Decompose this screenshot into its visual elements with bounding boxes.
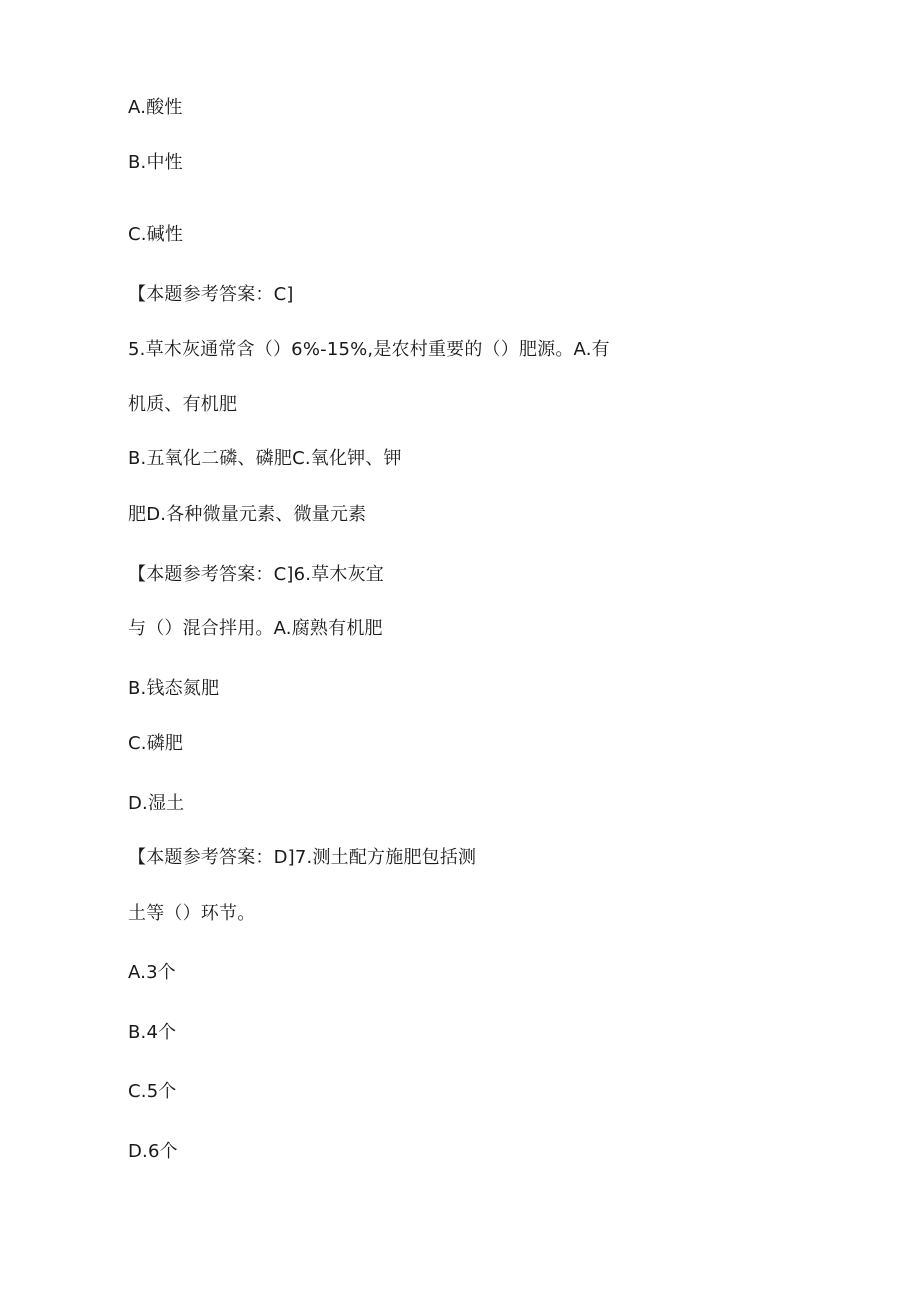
option-c-alkaline: C.碱性 xyxy=(128,224,184,245)
question-6-option-c: C.磷肥 xyxy=(128,733,184,754)
question-5: 5.草木灰通常含（）6%-15%,是农村重要的（）肥源。A.有 xyxy=(128,339,610,360)
answer-q6-question-7: 【本题参考答案：D]7.测土配方施肥包括测 xyxy=(128,847,477,868)
question-5-continued: 机质、有机肥 xyxy=(128,394,238,415)
question-6-continued: 与（）混合拌用。A.腐熟有机肥 xyxy=(128,618,383,639)
question-6-option-b: B.钱态氮肥 xyxy=(128,678,220,699)
answer-q5-question-6: 【本题参考答案：C]6.草木灰宜 xyxy=(128,564,384,585)
question-7-option-d: D.6个 xyxy=(128,1141,178,1162)
question-7-continued: 土等（）环节。 xyxy=(128,903,256,924)
option-b-neutral: B.中性 xyxy=(128,152,183,173)
question-6-option-d: D.湿土 xyxy=(128,793,185,814)
question-7-option-c: C.5个 xyxy=(128,1081,177,1102)
question-5-options-bc: B.五氧化二磷、磷肥C.氧化钾、钾 xyxy=(128,448,402,469)
answer-q4: 【本题参考答案：C] xyxy=(128,284,294,305)
question-7-option-a: A.3个 xyxy=(128,962,176,983)
question-7-option-b: B.4个 xyxy=(128,1022,177,1043)
option-a-acidic: A.酸性 xyxy=(128,97,183,118)
question-5-option-d: 肥D.各种微量元素、微量元素 xyxy=(128,504,367,525)
